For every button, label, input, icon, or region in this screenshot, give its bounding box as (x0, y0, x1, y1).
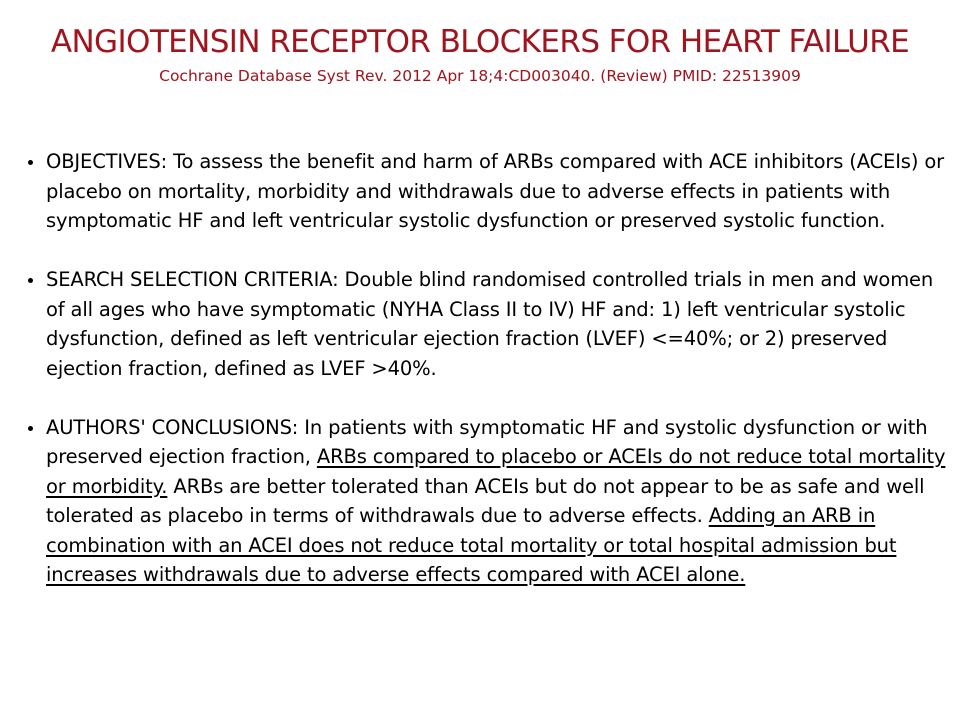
bullet-search-criteria-text: SEARCH SELECTION CRITERIA: Double blind randomised controlled trials in men and women of all ages who have symptomatic (NYHA Class II to IV) HF and: 1) left ventricular systolic dysfunction, defined as left ventricular ejection fraction (LVEF) <=40%; or 2) preserved ejection fraction, defined as LVEF >40%. (46, 268, 934, 380)
bullet-search-criteria (28, 265, 956, 383)
bullet-objectives-text: OBJECTIVES: To assess the benefit and harm of ARBs compared with ACE inhibitors (ACEIs) or placebo on mortality, morbidity and withdrawals due to adverse effects in patients with symptomatic HF and left ventricular systolic dysfunction or preserved systolic function. (46, 150, 944, 232)
conclusions-intro-text: AUTHORS' CONCLUSIONS: In patients with symptomatic HF and systolic dysfunction or with preserved ejection fraction, (46, 415, 928, 468)
conclusions-middle-text: ARBs are better tolerated than ACEIs but do not appear to be as safe and well tolerated as placebo in terms of withdrawals due to adverse effects. (46, 474, 925, 527)
conclusions-underlined-finding-2: Adding an ARB in combination with an ACEI does not reduce total mortality or total hospital admission but increases withdrawals due to adverse effects compared with ACEI alone. (46, 504, 897, 586)
bullet-dot-icon (28, 426, 33, 431)
bullet-objectives (28, 147, 956, 236)
citation-subtitle: Cochrane Database Syst Rev. 2012 Apr 18;4:CD003040. (Review) PMID: 22513909 (159, 67, 801, 85)
bullet-list (28, 147, 956, 590)
bullet-dot-icon (28, 278, 33, 283)
bullet-dot-icon (28, 160, 33, 165)
slide-title: ANGIOTENSIN RECEPTOR BLOCKERS FOR HEART FAILURE (50, 24, 910, 60)
conclusions-underlined-finding-1: ARBs compared to placebo or ACEIs do not reduce total mortality or morbidity. (46, 445, 946, 498)
bullet-conclusions (28, 413, 956, 590)
